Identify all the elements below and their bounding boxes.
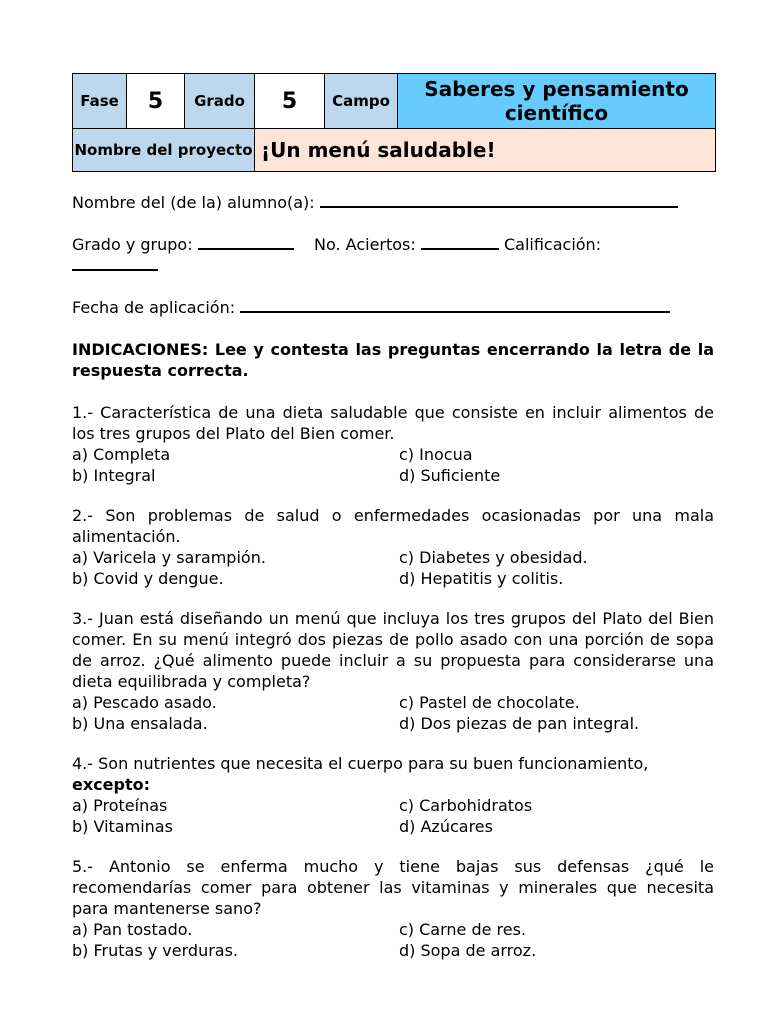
indicaciones: INDICACIONES: Lee y contesta las preguntas encerrando la letra de la respuesta correcta.: [72, 340, 714, 380]
grado-grupo-blank[interactable]: [198, 234, 294, 250]
option-d[interactable]: d) Dos piezas de pan integral.: [399, 714, 640, 733]
fecha-label: Fecha de aplicación:: [72, 298, 236, 317]
option-b[interactable]: b) Frutas y verduras.: [72, 941, 239, 960]
option-b[interactable]: b) Vitaminas: [72, 817, 173, 836]
option-b[interactable]: b) Covid y dengue.: [72, 569, 224, 588]
question-3: [72, 608, 714, 734]
campo-value: Saberes y pensamiento científico: [398, 74, 716, 129]
question-1: [72, 402, 714, 486]
option-d[interactable]: d) Suficiente: [399, 466, 501, 485]
question-text: 1.- Característica de una dieta saludable que consiste en incluir alimentos de los tres grupos del Plato del Bien comer.: [72, 403, 714, 443]
option-c[interactable]: c) Diabetes y obesidad.: [399, 548, 588, 567]
question-text: 2.- Son problemas de salud o enfermedades ocasionadas por una mala alimentación.: [72, 506, 714, 546]
option-a[interactable]: a) Varicela y sarampión.: [72, 548, 266, 567]
calificacion-blank[interactable]: [72, 255, 158, 271]
option-d[interactable]: d) Sopa de arroz.: [399, 941, 537, 960]
question-emphasis: excepto:: [72, 775, 150, 794]
proyecto-label: Nombre del proyecto: [73, 129, 255, 172]
campo-label: Campo: [325, 74, 398, 129]
question-text: 3.- Juan está diseñando un menú que incluya los tres grupos del Plato del Bien comer. En su menú integró dos piezas de pollo asado con una porción de sopa de arroz. ¿Qué alimento puede incluir a su propuesta para considerarse una dieta equilibrada y completa?: [72, 609, 714, 691]
calificacion-field: [72, 255, 714, 276]
option-b[interactable]: b) Una ensalada.: [72, 714, 208, 733]
option-c[interactable]: c) Pastel de chocolate.: [399, 693, 580, 712]
fecha-field: [72, 297, 714, 318]
grado-label: Grado: [185, 74, 255, 129]
option-c[interactable]: c) Inocua: [399, 445, 473, 464]
proyecto-value: ¡Un menú saludable!: [255, 129, 716, 172]
alumno-blank[interactable]: [320, 192, 678, 208]
exam-content: [72, 192, 714, 961]
grado-grupo-label: Grado y grupo:: [72, 235, 193, 254]
option-d[interactable]: d) Azúcares: [399, 817, 493, 836]
answer-options: [72, 692, 714, 734]
question-2: [72, 505, 714, 589]
grado-grupo-field: [72, 234, 714, 255]
answer-options: [72, 547, 714, 589]
aciertos-blank[interactable]: [421, 234, 499, 250]
alumno-label: Nombre del (de la) alumno(a):: [72, 193, 315, 212]
option-a[interactable]: a) Proteínas: [72, 796, 168, 815]
option-c[interactable]: c) Carbohidratos: [399, 796, 533, 815]
question-text: 5.- Antonio se enferma mucho y tiene bajas sus defensas ¿qué le recomendarías comer para obtener las vitaminas y minerales que necesita para mantenerse sano?: [72, 857, 714, 918]
alumno-field: [72, 192, 714, 213]
fecha-blank[interactable]: [240, 297, 670, 313]
fase-value: 5: [127, 74, 185, 129]
option-b[interactable]: b) Integral: [72, 466, 156, 485]
option-d[interactable]: d) Hepatitis y colitis.: [399, 569, 564, 588]
question-text: 4.- Son nutrientes que necesita el cuerpo para su buen funcionamiento,: [72, 754, 649, 773]
option-a[interactable]: a) Pan tostado.: [72, 920, 193, 939]
option-c[interactable]: c) Carne de res.: [399, 920, 527, 939]
question-4: [72, 753, 714, 837]
grado-value: 5: [255, 74, 325, 129]
option-a[interactable]: a) Pescado asado.: [72, 693, 217, 712]
answer-options: [72, 795, 714, 837]
question-5: [72, 856, 714, 961]
aciertos-label: No. Aciertos:: [314, 235, 416, 254]
calificacion-label: Calificación:: [503, 235, 602, 254]
option-a[interactable]: a) Completa: [72, 445, 171, 464]
answer-options: [72, 919, 714, 961]
fase-label: Fase: [73, 74, 127, 129]
answer-options: [72, 444, 714, 486]
header-table: [72, 73, 716, 172]
